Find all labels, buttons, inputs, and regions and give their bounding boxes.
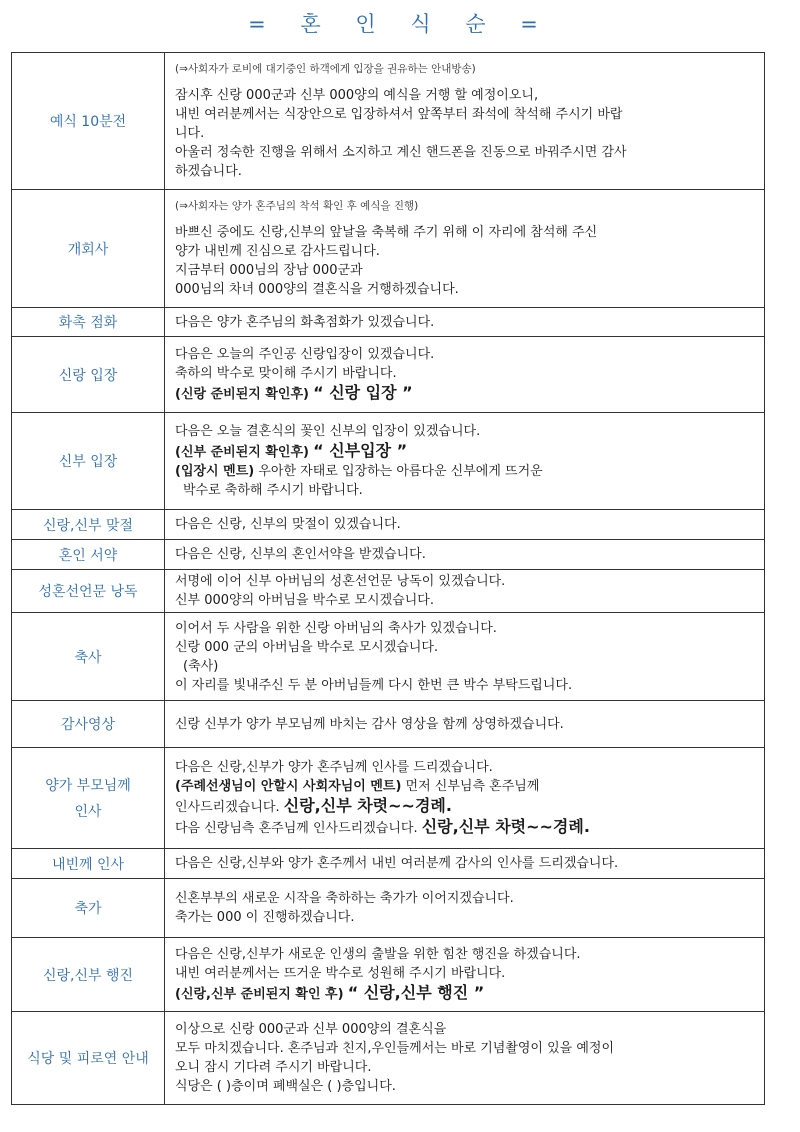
script-line: 아울러 정숙한 진행을 위해서 소지하고 계신 핸드폰을 진동으로 바꿔주시면 감사 xyxy=(175,144,627,160)
script-line: 바쁘신 중에도 신랑,신부의 앞날을 축복해 주기 위해 이 자리에 참석해 주신 xyxy=(175,224,598,240)
table-row xyxy=(12,510,765,540)
script-line: 신부 000양의 아버님을 박수로 모시겠습니다. xyxy=(175,593,434,608)
ment-text: 우아한 자태로 입장하는 아름다운 신부에게 뜨거운 xyxy=(258,464,543,479)
table-row xyxy=(12,1012,765,1105)
script-line: 다음은 오늘의 주인공 신랑입장이 있겠습니다. xyxy=(175,347,435,362)
ment-text: 먼저 신부님측 혼주님께 xyxy=(405,779,540,794)
ment-label: (입장시 멘트) xyxy=(175,464,255,479)
ment-label: (주례선생님이 안할시 사회자님이 멘트) xyxy=(175,779,402,794)
row-content xyxy=(165,413,765,510)
cue-line xyxy=(175,441,756,462)
cue-callout: “ 신랑,신부 행진 ” xyxy=(347,983,485,1002)
row-label: 신부 입장 xyxy=(12,413,165,510)
cue-instruction: 다음 신랑님측 혼주님께 인사드리겠습니다. xyxy=(175,821,418,836)
script-line: 신랑 신부가 양가 부모님께 바치는 감사 영상을 함께 상영하겠습니다. xyxy=(175,716,564,732)
row-label: 식당 및 피로연 안내 xyxy=(12,1012,165,1105)
cue-line xyxy=(175,383,756,404)
ceremony-order-table xyxy=(11,52,765,1105)
table-row xyxy=(12,748,765,849)
script-line: 다음은 신랑, 신부의 맞절이 있겠습니다. xyxy=(175,517,401,532)
cue-instruction: 인사드리겠습니다. xyxy=(175,800,280,815)
row-label: 축가 xyxy=(12,879,165,938)
table-row xyxy=(12,308,765,337)
row-content xyxy=(165,701,765,748)
cue-instruction: (신랑,신부 준비된지 확인 후) xyxy=(175,987,344,1002)
row-content xyxy=(165,510,765,540)
script-line: 신랑 000 군의 아버님을 박수로 모시겠습니다. xyxy=(175,639,439,655)
script-line: 신혼부부의 새로운 시작을 축하하는 축가가 이어지겠습니다. xyxy=(175,891,514,906)
row-content xyxy=(165,337,765,413)
row-content xyxy=(165,849,765,879)
cue-callout: 신랑,신부 차렷~~경례. xyxy=(421,817,590,836)
script-line: 박수로 축하해 주시기 바랍니다. xyxy=(183,483,363,498)
row-label: 혼인 서약 xyxy=(12,540,165,570)
row-content xyxy=(165,190,765,308)
cue-instruction: (신부 준비된지 확인후) xyxy=(175,445,309,460)
table-row xyxy=(12,701,765,748)
script-line: 오니 잠시 기다려 주시기 바랍니다. xyxy=(175,1060,372,1075)
row-content xyxy=(165,570,765,613)
row-label-line: 인사 xyxy=(74,804,102,820)
row-label: 예식 10분전 xyxy=(12,53,165,190)
script-line: 이어서 두 사람을 위한 신랑 아버님의 축사가 있겠습니다. xyxy=(175,620,497,636)
row-label: 신랑,신부 맞절 xyxy=(12,510,165,540)
script-line: 다음은 양가 혼주님의 화촉점화가 있겠습니다. xyxy=(175,314,435,330)
row-content xyxy=(165,879,765,938)
row-label: 화촉 점화 xyxy=(12,308,165,337)
script-line: (축사) xyxy=(183,658,219,674)
table-row xyxy=(12,190,765,308)
script-line: 모두 마치겠습니다. 혼주님과 친지,우인들께서는 바로 기념촬영이 있을 예정이 xyxy=(175,1041,615,1056)
script-line: 서명에 이어 신부 아버님의 성혼선언문 낭독이 있겠습니다. xyxy=(175,574,506,589)
script-line: 내빈 여러분께서는 뜨거운 박수로 성원해 주시기 바랍니다. xyxy=(175,966,506,981)
table-row xyxy=(12,337,765,413)
table-row xyxy=(12,879,765,938)
script-line: 이상으로 신랑 000군과 신부 000양의 결혼식을 xyxy=(175,1022,447,1037)
script-line: 잠시후 신랑 000군과 신부 000양의 예식을 거행 할 예정이오니, xyxy=(175,87,539,103)
stage-note: (⇒사회자가 로비에 대기중인 하객에게 입장을 권유하는 안내방송) xyxy=(175,62,476,75)
row-content xyxy=(165,540,765,570)
table-row xyxy=(12,849,765,879)
row-label: 감사영상 xyxy=(12,701,165,748)
table-row xyxy=(12,53,765,190)
row-content xyxy=(165,613,765,701)
script-line: 니다. xyxy=(175,125,205,141)
cue-callout: 신랑,신부 차렷~~경례. xyxy=(283,796,452,815)
row-label: 내빈께 인사 xyxy=(12,849,165,879)
table-row xyxy=(12,613,765,701)
ment-line xyxy=(175,777,756,796)
table-row xyxy=(12,540,765,570)
row-label-line: 양가 부모님께 xyxy=(45,778,131,794)
cue-callout: “ 신부입장 ” xyxy=(313,441,408,460)
table-row xyxy=(12,938,765,1012)
script-line: 다음은 신랑, 신부의 혼인서약을 받겠습니다. xyxy=(175,547,426,562)
script-line: 식당은 ( )층이며 폐백실은 ( )층입니다. xyxy=(175,1079,396,1094)
row-label: 축사 xyxy=(12,613,165,701)
row-label: 신랑,신부 행진 xyxy=(12,938,165,1012)
cue-line xyxy=(175,817,756,838)
row-label: 개회사 xyxy=(12,190,165,308)
row-content xyxy=(165,53,765,190)
script-line: 축하의 박수로 맞이해 주시기 바랍니다. xyxy=(175,366,397,381)
script-line: 하겠습니다. xyxy=(175,163,242,179)
row-content xyxy=(165,938,765,1012)
script-line: 다음은 신랑,신부가 새로운 인생의 출발을 위한 힘찬 행진을 하겠습니다. xyxy=(175,947,581,962)
stage-note: (⇒사회자는 양가 혼주님의 착석 확인 후 예식을 진행) xyxy=(175,199,419,212)
cue-line xyxy=(175,796,756,817)
script-line: 다음은 신랑,신부와 양가 혼주께서 내빈 여러분께 감사의 인사를 드리겠습니다. xyxy=(175,856,619,871)
script-line: 축가는 000 이 진행하겠습니다. xyxy=(175,910,355,925)
script-line: 000님의 차녀 000양의 결혼식을 거행하겠습니다. xyxy=(175,281,459,297)
row-content xyxy=(165,1012,765,1105)
script-line: 다음은 오늘 결혼식의 꽃인 신부의 입장이 있겠습니다. xyxy=(175,424,481,439)
script-line: 지금부터 000님의 장남 000군과 xyxy=(175,262,363,278)
row-label xyxy=(12,748,165,849)
script-line: 양가 내빈께 진심으로 감사드립니다. xyxy=(175,243,380,259)
table-row xyxy=(12,413,765,510)
row-label: 성혼선언문 낭독 xyxy=(12,570,165,613)
cue-line xyxy=(175,983,756,1004)
cue-callout: “ 신랑 입장 ” xyxy=(313,383,413,402)
script-line: 다음은 신랑,신부가 양가 혼주님께 인사를 드리겠습니다. xyxy=(175,760,493,775)
script-line: 이 자리를 빛내주신 두 분 아버님들께 다시 한번 큰 박수 부탁드립니다. xyxy=(175,677,573,693)
row-content xyxy=(165,748,765,849)
row-content xyxy=(165,308,765,337)
script-line: 내빈 여러분께서는 식장안으로 입장하셔서 앞쪽부터 좌석에 착석해 주시기 바랍 xyxy=(175,106,623,122)
ment-line xyxy=(175,462,756,481)
table-row xyxy=(12,570,765,613)
row-label: 신랑 입장 xyxy=(12,337,165,413)
cue-instruction: (신랑 준비된지 확인후) xyxy=(175,387,309,402)
page-title: = 혼 인 식 순 = xyxy=(248,12,552,36)
